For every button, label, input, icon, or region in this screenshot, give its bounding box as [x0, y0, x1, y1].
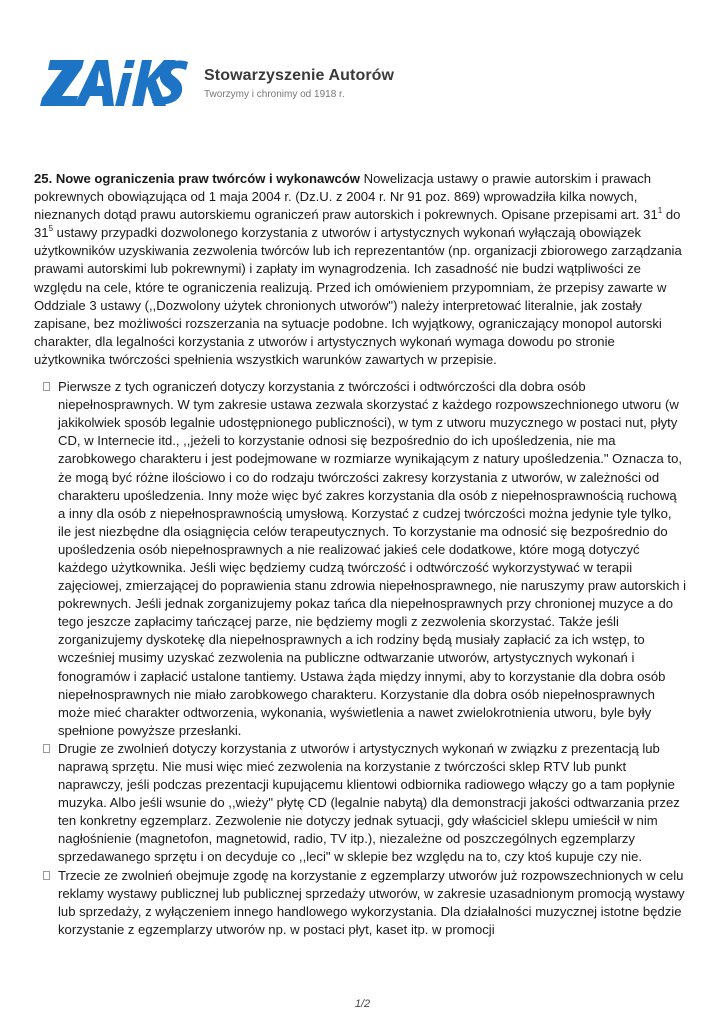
intro-text-part-3: ustawy przypadki dozwolonego korzystania z utworów i artystycznych wykonań wyłączają obowiązek użytkowników uzyskiwania zezwolenia twórców lub ich reprezentantów (np. organizacji zbiorowego zarządzania prawami autorskimi lub pokrewnymi) i zapłaty im wynagrodzenia. Ich zasadność nie budzi wątpliwości ze względu na cele, które te ograniczenia realizują. Przed ich omówieniem przypomniam, że przepisy zawarte w Oddziale 3 ustawy (,,Dozwolony użytek chronionych utworów") należy interpretować literalnie, jak zostały zapisane, bez możliwości rozszerzania na sytuacje podobne. Ich wyjątkowy, ograniczający monopol autorski charakter, dla legalności korzystania z utworów i artystycznych wykonań wymaga dowodu po stronie użytkownika twórczości spełnienia wszystkich warunków zawartych w przepisie.	[34, 225, 682, 367]
page-header	[38, 56, 458, 112]
article-heading: 25. Nowe ograniczenia praw twórców i wykonawców	[34, 171, 360, 186]
list-item-text: Pierwsze z tych ograniczeń dotyczy korzystania z twórczości i odtwórczości dla dobra osób niepełnosprawnych. W tym zakresie ustawa zezwala skorzystać z każdego rozpowszechnionego utworu (w jakikolwiek sposób legalnie udostępnionego publiczności), w tym z utworu muzycznego w postaci nut, płyty CD, w Internecie itd., ,,jeżeli to korzystanie odnosi się bezpośrednio do ich upośledzenia, nie ma zarobkowego charakteru i jest podejmowane w rozmiarze wynikającym z natury upośledzenia." Oznacza to, że mogą być różne ilościowo i co do rodzaju twórczości zakresy korzystania z utworów, w zależności od charakteru upośledzenia. Inny może więc być zakres korzystania dla osób z niepełnosprawnością ruchową a inny dla osób z niepełnosprawnością umysłową. Korzystać z cudzej twórczości można jedynie tyle tylko, ile jest niezbędne dla osiągnięcia celów terapeutycznych. To korzystanie ma odnosić się bezpośrednio do upośledzenia osób niepełnosprawnych a nie realizować jakieś cele dodatkowe, które mogą dotyczyć każdego użytkownika. Jeśli więc będziemy cudzą twórczość i odtwórczość wykorzystywać w terapii zajęciowej, zmierzającej do poprawienia stanu zdrowia niepełnosprawnego, nie naruszymy praw autorskich i pokrewnych. Jeśli jednak zorganizujemy pokaz tańca dla niepełnosprawnych przy chronionej muzyce a do tego jeszcze zapłacimy tańczącej parze, nie będziemy mogli z zezwolenia skorzystać. Także jeśli zorganizujemy dyskotekę dla niepełnosprawnych a ich rodziny będą musiały zapłacić za ich wstęp, to wcześniej musimy uzyskać zezwolenia na publiczne odtwarzanie utworów, artystycznych wykonań i fonogramów i zapłacić ustalone tantiemy. Ustawa żąda między innymi, aby to korzystanie dla dobra osób niepełnosprawnych nie miało zarobkowego charakteru. Korzystanie dla dobra osób niepełnosprawnych może mieć charakter odtworzenia, wykonania, wyświetlenia a nawet zwielokrotnienia utworu, byle były spełnione powyższe przesłanki.	[58, 379, 687, 738]
list-item	[34, 378, 687, 740]
bullet-box-icon	[43, 382, 50, 391]
list-item	[34, 867, 687, 939]
exceptions-list	[34, 378, 687, 939]
superscript-1: 1	[657, 205, 663, 215]
intro-text-part-2: do 31	[34, 207, 681, 241]
superscript-5: 5	[48, 223, 54, 233]
list-item-text: Drugie ze zwolnień dotyczy korzystania z utworów i artystycznych wykonań w związku z prezentacją lub naprawą sprzętu. Nie musi więc mieć zezwolenia na korzystanie z twórczości sklep RTV lub punkt naprawczy, jeśli podczas prezentacji kupującemu klientowi odbiornika radiowego włączy go a tam popłynie muzyka. Albo jeśli wsunie do ,,wieży" płytę CD (legalnie nabytą) dla demonstracji jakości odtwarzania przez ten konkretny egzemplarz. Zezwolenie nie dotyczy jednak sytuacji, gdy właściciel sklepu umieścił w nim nagłośnienie (magnetofon, magnetowid, radio, TV itp.), niezależne od poszczególnych egzemplarzy sprzedawanego sprzętu i on decyduje co ,,leci" w sklepie bez względu na to, czy ktoś kupuje czy nie.	[58, 740, 680, 865]
organization-name: Stowarzyszenie Autorów	[204, 67, 395, 84]
bullet-box-icon	[43, 871, 50, 880]
intro-text-part-1: Nowelizacja ustawy o prawie autorskim i prawach pokrewnych obowiązująca od 1 maja 2004 r. (Dz.U. z 2004 r. Nr 91 poz. 869) wprowadziła kilka nowych, nieznanych dotąd prawu autorskiemu ograniczeń praw autorskich i pokrewnych. Opisane przepisami art. 31	[34, 171, 658, 223]
organization-tagline: Tworzymy i chronimy od 1918 r.	[204, 89, 345, 100]
article-body	[34, 170, 687, 939]
page-number: 1/2	[354, 998, 371, 1010]
bullet-box-icon	[43, 744, 50, 753]
intro-paragraph	[34, 170, 687, 369]
list-item	[34, 740, 687, 867]
list-item-text: Trzecie ze zwolnień obejmuje zgodę na korzystanie z egzemplarzy utworów już rozpowszechnionych w celu reklamy wystawy publicznej lub publicznej sprzedaży utworów, w zakresie uzasadnionym promocją wystawy lub sprzedaży, z wyłączeniem innego handlowego wykorzystania. Dla działalności muzycznej istotne będzie korzystanie z egzemplarzy utworów np. w postaci płyt, kaset itp. w promocji	[58, 867, 685, 937]
zaiks-logo	[38, 56, 193, 112]
